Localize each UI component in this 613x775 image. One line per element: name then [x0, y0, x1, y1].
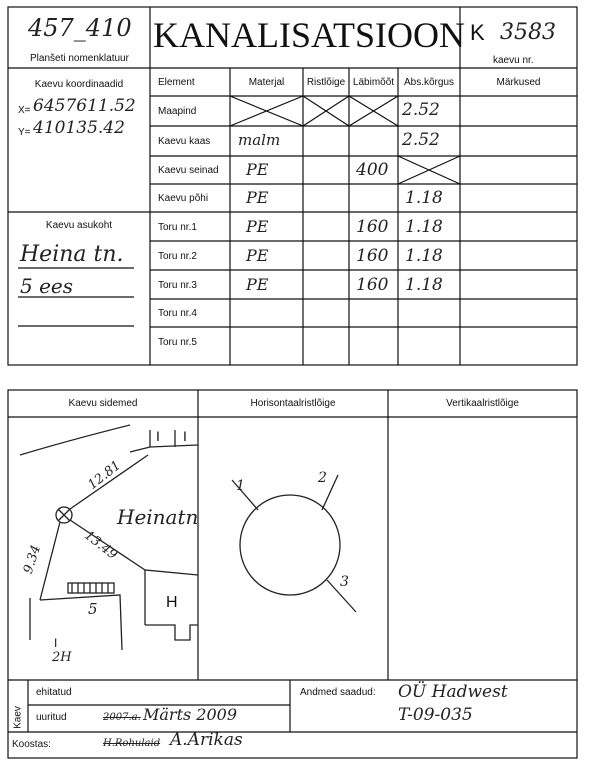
y-coordinate: 410135.42 [33, 118, 125, 138]
pipe-1-label: 1 [236, 478, 245, 494]
header-cross-section: Ristlõige [306, 77, 346, 88]
building-ref-2: 2H [52, 650, 72, 665]
distance-label-1: 12.81 [85, 458, 124, 493]
row-element: Toru nr.1 [158, 222, 197, 233]
building-label-h: H [166, 594, 178, 611]
author: A.Arikas [170, 730, 243, 750]
row-material: PE [246, 160, 269, 179]
header-element: Element [158, 77, 195, 88]
surveyed-label: uuritud [36, 712, 67, 723]
coords-label: Kaevu koordinaadid [34, 79, 124, 90]
row-abs: 1.18 [405, 246, 443, 266]
distance-label-2: 13.49 [81, 528, 120, 563]
building-label-1: I [156, 428, 160, 444]
row-diameter: 160 [356, 246, 389, 266]
building-label-2: I [183, 428, 187, 444]
header-abs-height: Abs.kõrgus [403, 77, 455, 88]
row-element: Kaevu põhi [158, 193, 209, 204]
row-element: Toru nr.5 [158, 337, 197, 348]
location-line1: Heina tn. [20, 242, 124, 267]
header-material: Materjal [248, 77, 285, 88]
location-line2: 5 ees [20, 274, 74, 298]
page-title: KANALISATSIOON [153, 15, 465, 55]
header-notes: Märkused [496, 77, 541, 88]
sheet-label: Planšeti nomenklatuur [30, 53, 129, 64]
row-element: Toru nr.2 [158, 251, 197, 262]
house-number: 5 [88, 600, 98, 618]
row-element: Kaevu kaas [158, 136, 211, 147]
row-abs: 1.18 [405, 275, 443, 295]
row-element: Kaevu seinad [158, 165, 219, 176]
building-ref: I [54, 636, 58, 650]
row-diameter: 400 [356, 160, 389, 180]
row-abs: 2.52 [402, 130, 440, 150]
old-author: H.Rohulaid [103, 738, 161, 749]
distance-label-3: 9.34 [20, 543, 45, 576]
row-element: Maapind [158, 106, 197, 117]
y-prefix: Y= [18, 127, 31, 138]
manhole-number: 3583 [500, 20, 556, 45]
data-received-label: Andmed saadud: [300, 687, 376, 698]
street-name: Heinatn [117, 505, 199, 529]
row-material: PE [246, 188, 269, 207]
row-material: malm [238, 131, 281, 149]
manhole-label: kaevu nr. [493, 55, 534, 66]
sketch-col-vertical: Vertikaalristlõige [446, 398, 519, 409]
horizontal-section-sketch [232, 475, 356, 612]
side-label: Kaev [12, 706, 24, 729]
pipe-3-label: 3 [340, 574, 349, 590]
row-abs: 1.18 [405, 188, 443, 208]
x-prefix: X= [18, 105, 31, 116]
sketch-col-horizontal: Horisontaalristlõige [250, 398, 336, 409]
row-abs: 2.52 [402, 100, 440, 120]
data-source: OÜ Hadwest [398, 682, 508, 702]
row-material: PE [246, 246, 269, 265]
data-reference: T-09-035 [398, 705, 473, 725]
location-label: Kaevu asukoht [45, 220, 113, 231]
sheet-number: 457_410 [28, 14, 132, 42]
site-plan-sketch [20, 425, 198, 650]
row-material: PE [246, 275, 269, 294]
survey-date: Märts 2009 [143, 705, 238, 724]
x-coordinate: 6457611.52 [33, 96, 136, 116]
k-letter: K [470, 20, 485, 45]
row-element: Toru nr.4 [158, 308, 197, 319]
pipe-2-label: 2 [318, 470, 327, 486]
row-element: Toru nr.3 [158, 280, 197, 291]
header-diameter: Läbimõõt [352, 77, 395, 88]
row-diameter: 160 [356, 217, 389, 237]
row-diameter: 160 [356, 275, 389, 295]
composed-label: Koostas: [12, 739, 51, 750]
sketch-col-connections: Kaevu sidemed [68, 398, 138, 409]
row-material: PE [246, 217, 269, 236]
built-label: ehitatud [36, 687, 72, 698]
old-survey-date: 2007.a. [103, 712, 141, 723]
row-abs: 1.18 [405, 217, 443, 237]
